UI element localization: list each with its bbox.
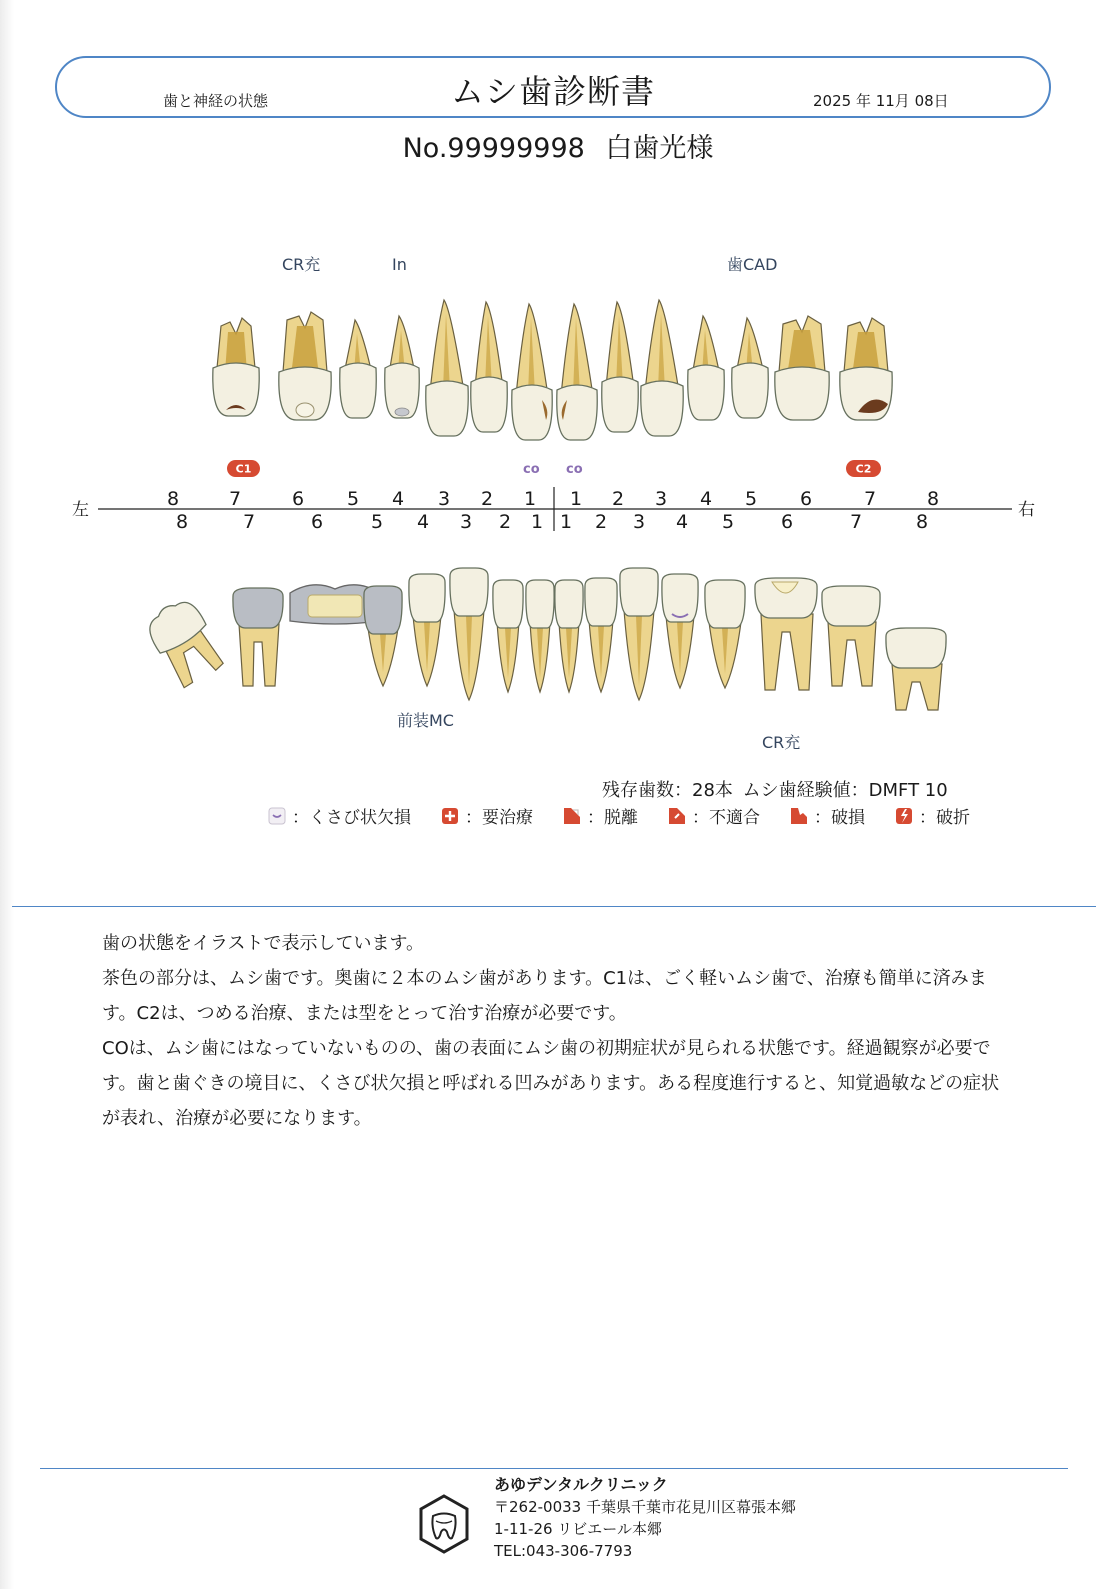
lower-tooth	[555, 580, 583, 692]
damage-icon	[790, 807, 808, 825]
lower-tooth	[585, 578, 617, 692]
footer-divider	[40, 1468, 1068, 1469]
legend-label: ：破損	[814, 808, 865, 828]
lower-tooth	[662, 574, 698, 688]
lower-tooth	[886, 628, 946, 710]
section-divider	[12, 906, 1096, 907]
lower-tooth	[822, 586, 880, 686]
lower-tooth	[233, 588, 283, 686]
tooth-number: 3	[632, 511, 646, 533]
legend-label: ：破折	[919, 808, 970, 828]
fracture-icon	[895, 807, 913, 825]
upper-tooth-numbers	[167, 488, 939, 510]
patient-number: No.99999998	[402, 133, 585, 164]
upper-label-cr: CR充	[282, 255, 321, 274]
lower-tooth	[620, 568, 658, 700]
tooth-number: 4	[675, 511, 689, 533]
svg-text:C2: C2	[855, 462, 872, 476]
lower-tooth	[755, 578, 817, 690]
needs-treatment-icon	[441, 807, 459, 825]
remaining-teeth: 残存歯数：28本	[602, 780, 733, 801]
description-paragraph: 歯の状態をイラストで表示しています。	[102, 933, 425, 954]
upper-tooth	[279, 312, 331, 420]
legend-label: ：不適合	[692, 808, 760, 828]
legend-label: ：くさび状欠損	[292, 808, 411, 828]
tooth-number: 5	[721, 511, 735, 533]
legend-item	[563, 803, 638, 828]
description	[102, 926, 1014, 1136]
upper-tooth	[471, 302, 508, 432]
upper-tooth	[775, 316, 829, 420]
tooth-number: 2	[594, 511, 608, 533]
tooth-number: 1	[559, 511, 573, 533]
description-paragraph: 茶色の部分は、ムシ歯です。奥歯に２本のムシ歯があります。C1は、ごく軽いムシ歯で、治療も簡単に済みます。C2は、つめる治療、または型をとって治す治療が必要です。	[102, 968, 987, 1024]
legend-label: ：要治療	[465, 808, 533, 828]
tooth-number: 1	[523, 488, 537, 510]
tooth-number: 2	[498, 511, 512, 533]
lower-tooth	[705, 580, 745, 688]
stats-line	[602, 776, 952, 802]
tooth-number: 8	[166, 488, 180, 510]
detachment-icon	[563, 807, 581, 825]
tooth-number: 2	[480, 488, 494, 510]
header-subtitle: 歯と神経の状態	[163, 92, 269, 110]
badge-co-left: co	[523, 462, 540, 477]
tooth-number: 7	[863, 488, 877, 510]
description-paragraph: COは、ムシ歯にはなっていないものの、歯の表面にムシ歯の初期症状が見られる状態です。経過観察が必要です。歯と歯ぐきの境目に、くさび状欠損と呼ばれる凹みがあります。ある程度進行すると、知覚過敏などの症状が表れ、治療が必要になります。	[102, 1038, 1000, 1129]
tooth-number: 5	[346, 488, 360, 510]
tooth-number: 6	[799, 488, 813, 510]
lower-tooth	[409, 574, 445, 686]
tooth-number: 6	[310, 511, 324, 533]
clinic-logo-icon	[418, 1494, 470, 1554]
lower-label-mc: 前装MC	[397, 711, 454, 730]
tooth-number: 5	[370, 511, 384, 533]
tooth-number: 7	[228, 488, 242, 510]
lower-teeth	[141, 568, 946, 710]
header-date: 2025 年 11月 08日	[813, 92, 949, 110]
unfit-icon	[668, 807, 686, 825]
upper-tooth	[512, 304, 552, 440]
upper-label-in: In	[392, 255, 407, 274]
tooth-number: 3	[654, 488, 668, 510]
side-right-label: 右	[1018, 500, 1035, 520]
upper-tooth	[385, 316, 420, 418]
tooth-number: 2	[611, 488, 625, 510]
lower-tooth	[141, 594, 230, 691]
tooth-number: 4	[699, 488, 713, 510]
upper-tooth	[840, 318, 892, 420]
tooth-number: 6	[780, 511, 794, 533]
lower-tooth	[450, 568, 488, 700]
legend-item	[668, 803, 760, 828]
clinic-tel[interactable]: TEL:043-306-7793	[494, 1542, 633, 1560]
legend-item	[441, 803, 533, 828]
tooth-number: 1	[569, 488, 583, 510]
legend-item	[790, 803, 865, 828]
upper-tooth	[641, 300, 683, 436]
lower-tooth	[364, 586, 402, 686]
page-title: ムシ歯診断書	[451, 72, 655, 111]
legend-item	[268, 803, 411, 828]
tooth-number: 7	[849, 511, 863, 533]
side-left-label: 左	[72, 500, 89, 520]
clinic-name: あゆデンタルクリニック	[494, 1475, 668, 1494]
upper-tooth	[213, 318, 259, 416]
tooth-number: 4	[391, 488, 405, 510]
tooth-number: 8	[175, 511, 189, 533]
dmft-value: ムシ歯経験値：DMFT 10	[742, 780, 948, 801]
legend	[268, 803, 970, 828]
legend-label: ：脱離	[587, 808, 638, 828]
tooth-number: 8	[926, 488, 940, 510]
badge-co-right: co	[566, 462, 583, 477]
lower-label-cr: CR充	[762, 733, 801, 752]
tooth-number: 4	[416, 511, 430, 533]
clinic-address-line1: 〒262-0033 千葉県千葉市花見川区幕張本郷	[494, 1498, 796, 1516]
upper-tooth	[732, 318, 769, 418]
wedge-defect-icon	[268, 807, 286, 825]
lower-tooth	[493, 580, 523, 692]
tooth-number: 1	[530, 511, 544, 533]
upper-tooth	[426, 300, 468, 436]
tooth-number: 3	[437, 488, 451, 510]
upper-tooth	[557, 304, 597, 440]
tooth-number: 8	[915, 511, 929, 533]
lower-tooth-numbers	[176, 511, 928, 533]
patient-name: 白歯光様	[605, 133, 714, 164]
upper-tooth	[340, 320, 377, 418]
tooth-number: 3	[459, 511, 473, 533]
clinic-address-line2: 1-11-26 リビエール本郷	[494, 1520, 663, 1538]
tooth-number: 6	[291, 488, 305, 510]
clinic-info	[494, 1474, 796, 1562]
badge-c1	[227, 460, 260, 477]
tooth-number: 7	[242, 511, 256, 533]
upper-label-cad: 歯CAD	[727, 255, 778, 274]
upper-teeth	[213, 300, 892, 440]
badge-c2	[846, 460, 881, 477]
upper-tooth	[688, 316, 725, 420]
legend-item	[895, 803, 970, 828]
upper-tooth	[602, 302, 639, 432]
svg-text:C1: C1	[235, 462, 252, 476]
lower-tooth	[526, 580, 554, 692]
tooth-number: 5	[744, 488, 758, 510]
